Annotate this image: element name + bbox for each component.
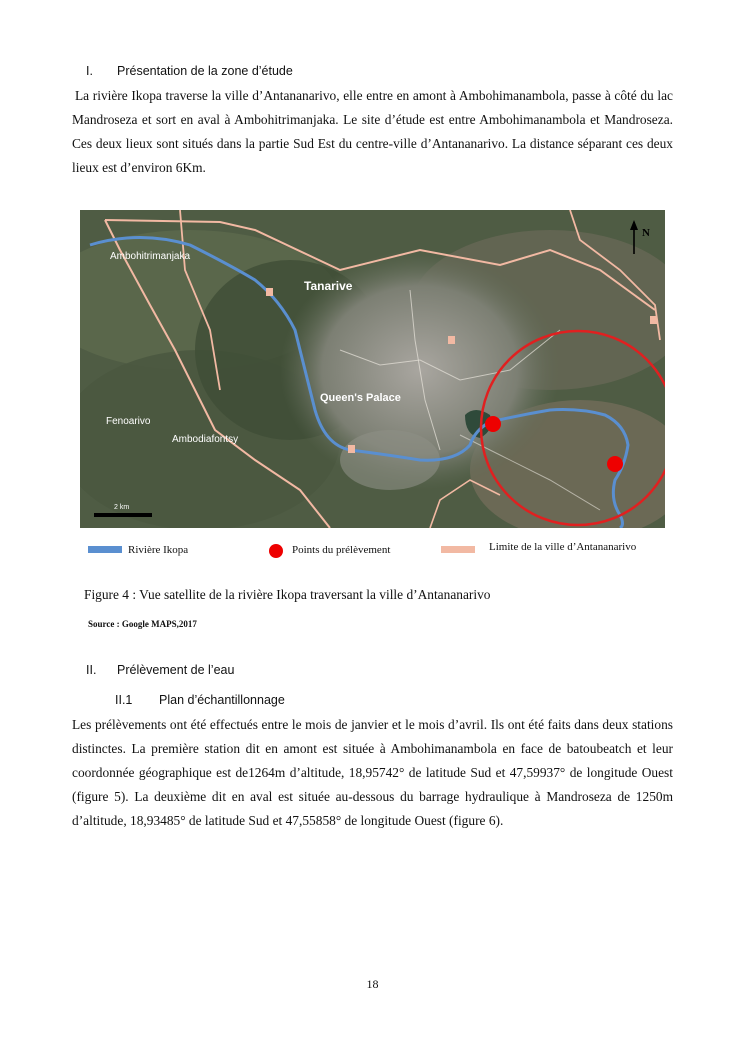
road-marker	[448, 336, 455, 344]
subsection-number: II.1	[115, 693, 133, 707]
sampling-point-2	[607, 456, 623, 472]
road-marker	[650, 316, 657, 324]
legend-river-swatch	[88, 546, 122, 553]
label-ambodiafontsy: Ambodiafontsy	[172, 434, 239, 445]
legend-points-swatch	[269, 544, 283, 558]
section-2-number: II.	[86, 663, 97, 677]
legend-limit-swatch	[441, 546, 475, 553]
section-1-title: Présentation de la zone d’étude	[117, 64, 293, 78]
label-queens-palace: Queen's Palace	[320, 392, 401, 404]
subsection-title: Plan d’échantillonnage	[159, 693, 285, 707]
section-1-number: I.	[86, 64, 93, 78]
label-ambohitrimanjaka: Ambohitrimanjaka	[110, 251, 191, 262]
road-marker	[348, 445, 355, 453]
section-1-paragraph: La rivière Ikopa traverse la ville d’Antananarivo, elle entre en amont à Ambohimanambola, passe à côté du lac Mandroseza et sort en aval à Ambohitrimanjaka. Le site d’étude est entre Ambohimanambola et Mandroseza. Ces deux lieux sont situés dans la partie Sud Est du centre-ville d’Antananarivo. La distance séparant ces deux lieux est d’environ 6Km.	[72, 88, 673, 175]
figure-source: Source : Google MAPS,2017	[88, 619, 197, 629]
legend-limit-label: Limite de la ville d’Antananarivo	[489, 541, 637, 553]
satellite-map	[80, 210, 665, 528]
label-fenoarivo: Fenoarivo	[106, 416, 151, 427]
legend-river-label: Rivière Ikopa	[128, 544, 189, 556]
label-tanarive: Tanarive	[304, 279, 353, 293]
sampling-point-1	[485, 416, 501, 432]
figure-caption: Figure 4 : Vue satellite de la rivière Ikopa traversant la ville d’Antananarivo	[84, 587, 491, 602]
road-marker	[266, 288, 273, 296]
scale-bar	[94, 513, 152, 517]
north-label: N	[642, 227, 650, 239]
page-number: 18	[366, 977, 379, 991]
section-2-title: Prélèvement de l’eau	[117, 663, 235, 677]
section-2-paragraph: Les prélèvements ont été effectués entre le mois de janvier et le mois d’avril. Ils ont été faits dans deux stations distinctes. La première station dit en amont est située à Ambohimanambola en face de batoubeatch et leur coordonnée géographique est de1264m d’altitude, 18,95742° de latitude Sud et 47,59937° de longitude Ouest (figure 5). La deuxième dit en aval est située au-dessous du barrage hydraulique à Mandroseza de 1250m d’altitude, 18,93485° de latitude Sud et 47,55858° de longitude Ouest (figure 6).	[72, 717, 673, 828]
legend-points-label: Points du prélèvement	[292, 544, 391, 556]
scale-label: 2 km	[114, 504, 130, 511]
